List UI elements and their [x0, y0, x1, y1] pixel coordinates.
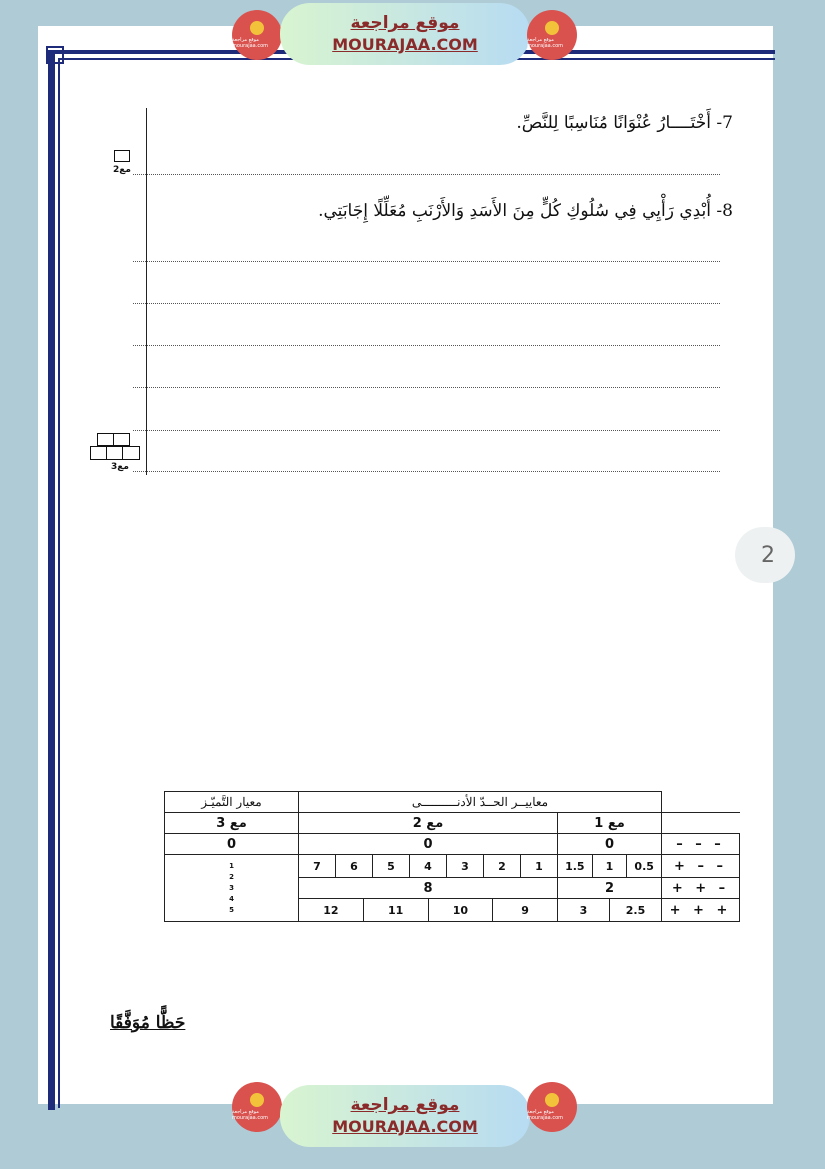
score-box: [122, 446, 140, 460]
logo-icon: [250, 21, 264, 35]
site-logo-left-bottom[interactable]: [232, 1082, 282, 1132]
mo3-zero: 0: [165, 834, 299, 855]
signs-row-3: + + +: [662, 899, 740, 922]
signs-row-1: + – –: [662, 855, 740, 878]
criteria-table: [164, 791, 740, 922]
score-box: [106, 446, 123, 460]
header-excellence: معيار التَّميّـز: [165, 792, 299, 813]
score-box: [113, 433, 130, 446]
col-mo1: مع 1: [558, 813, 662, 834]
banner-arabic: موقع مراجعة: [350, 1095, 460, 1115]
score-margin-line: [146, 108, 147, 475]
score-box: [97, 433, 114, 446]
score-box: [114, 150, 130, 162]
site-logo-right-bottom[interactable]: [527, 1082, 577, 1132]
mo1-row1: 1.5 1 0.5: [558, 855, 662, 878]
site-banner-bottom[interactable]: [280, 1085, 530, 1147]
banner-arabic: موقع مراجعة: [350, 13, 460, 33]
signs-row-2: + + –: [662, 878, 740, 899]
col-mo2: مع 2: [299, 813, 558, 834]
score-label-mo3: مع3: [111, 462, 129, 472]
col-mo3: مع 3: [165, 813, 299, 834]
answer-line[interactable]: [133, 261, 720, 262]
answer-line[interactable]: [133, 430, 720, 431]
site-logo-left[interactable]: [232, 10, 282, 60]
score-box: [90, 446, 107, 460]
logo-text: موقع مراجعة mourajaa.com: [527, 1109, 564, 1121]
logo-icon: [250, 1093, 264, 1107]
border-corner: [46, 46, 64, 64]
banner-english: MOURAJAA.COM: [332, 35, 478, 54]
closing-text: حَظًّا مُوَفَّقًا: [110, 1013, 186, 1033]
list-numbers: 1 2 3 4 5: [165, 855, 299, 922]
answer-line[interactable]: [133, 303, 720, 304]
site-logo-right[interactable]: [527, 10, 577, 60]
logo-text: موقع مراجعة mourajaa.com: [232, 37, 269, 49]
question-7: 7- أَخْتَــــارُ عُنْوَانًا مُنَاسِبًا لِلنَّصِّ.: [516, 113, 733, 133]
page-number: 2: [735, 527, 795, 583]
answer-line[interactable]: [133, 471, 720, 472]
logo-icon: [545, 1093, 559, 1107]
logo-text: موقع مراجعة mourajaa.com: [527, 37, 564, 49]
mo2-row1: 7 6 5 4 3 2 1: [299, 855, 558, 878]
question-8: 8- أُبْدِي رَأْيِي فِي سُلُوكِ كُلٍّ مِنَ الأَسَدِ وَالأَرْنَبِ مُعَلِّلًا إِجَابَتِي.: [318, 201, 733, 221]
answer-line[interactable]: [133, 387, 720, 388]
mo1-row3: 3 2.5: [558, 899, 662, 922]
logo-icon: [545, 21, 559, 35]
logo-text: موقع مراجعة mourajaa.com: [232, 1109, 269, 1121]
mo2-zero: 0: [299, 834, 558, 855]
site-banner-top[interactable]: [280, 3, 530, 65]
mo2-row3: 12 11 10 9: [299, 899, 558, 922]
mo1-zero: 0: [558, 834, 662, 855]
answer-line[interactable]: [133, 345, 720, 346]
header-minimum: معاييــر الحــدّ الأدنــــــــــى: [299, 792, 662, 813]
mo2-row2: 8: [299, 878, 558, 899]
answer-line[interactable]: [133, 174, 720, 175]
mo1-row2: 2: [558, 878, 662, 899]
signs-row-0: – – –: [662, 834, 740, 855]
banner-english: MOURAJAA.COM: [332, 1117, 478, 1136]
score-label-mo2: مع2: [113, 165, 131, 175]
